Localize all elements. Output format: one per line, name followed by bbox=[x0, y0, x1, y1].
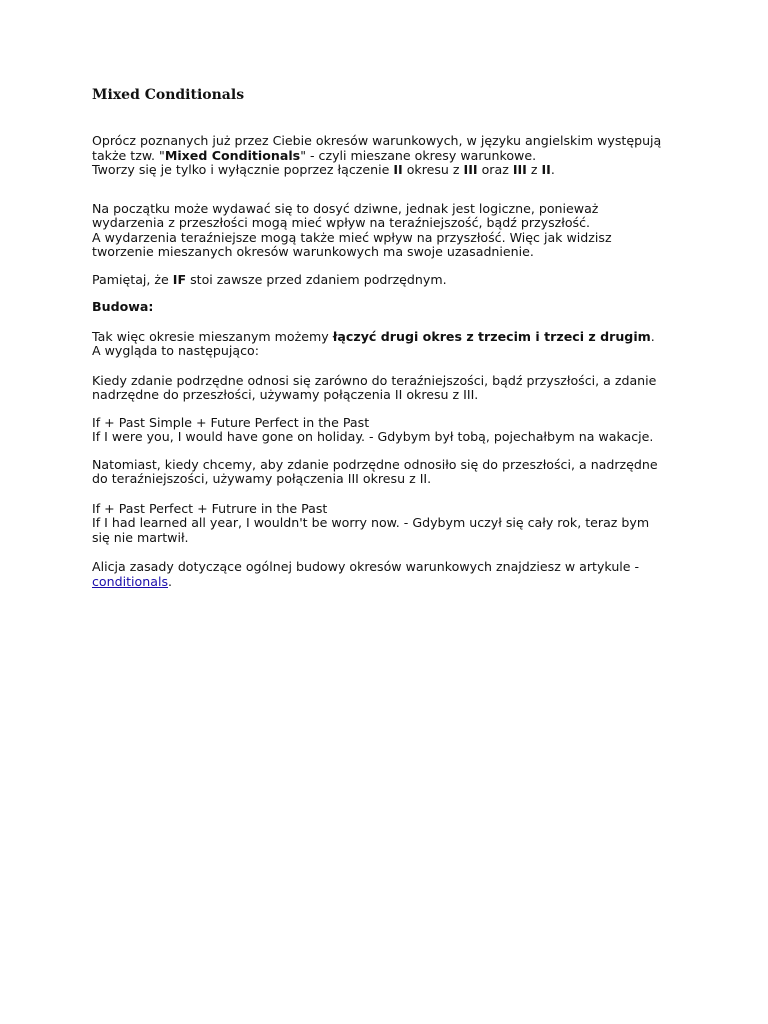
text-segment: także tzw. " bbox=[92, 147, 165, 163]
bold-term: II bbox=[393, 162, 403, 177]
text-line: tworzenie mieszanych okresów warunkowych ma swoje uzasadnienie. bbox=[92, 244, 534, 259]
text-segment: . bbox=[168, 573, 173, 589]
bold-term: II bbox=[541, 162, 551, 177]
example-line: się nie martwił. bbox=[92, 529, 189, 545]
text-segment: " - czyli mieszane okresy warunkowe. bbox=[300, 147, 537, 163]
text-line: Natomiast, kiedy chcemy, aby zdanie podrzędne odnosiło się do przeszłości, a nadrzędne bbox=[92, 456, 658, 472]
section-heading-text: Budowa: bbox=[92, 299, 154, 314]
formula-line: If + Past Simple + Future Perfect in the Past bbox=[92, 414, 370, 430]
formula-line: If + Past Perfect + Futrure in the Past bbox=[92, 500, 328, 516]
bold-term: III bbox=[463, 162, 478, 177]
structure-paragraph bbox=[92, 330, 692, 359]
logic-paragraph bbox=[92, 202, 692, 260]
text-segment: Tak więc okresie mieszanym możemy bbox=[92, 328, 333, 344]
text-line: A wydarzenia teraźniejsze mogą także mieć wpływ na przyszłość. Więc jak widzisz bbox=[92, 229, 612, 245]
document-title: Mixed Conditionals bbox=[92, 87, 245, 103]
conditionals-link[interactable]: conditionals bbox=[92, 573, 169, 589]
example-two-paragraph bbox=[92, 502, 692, 546]
text-segment: . bbox=[650, 328, 655, 344]
text-segment: Tworzy się je tylko i wyłącznie poprzez łączenie bbox=[92, 162, 394, 177]
document-page bbox=[92, 86, 692, 589]
text-line: Kiedy zdanie podrzędne odnosi się zarówno do teraźniejszości, bądź przyszłości, a zdanie bbox=[92, 372, 657, 388]
bold-term: Mixed Conditionals bbox=[164, 147, 301, 163]
text-line: do teraźniejszości, używamy połączenia III okresu z II. bbox=[92, 471, 432, 486]
text-segment: . bbox=[550, 162, 555, 177]
if-note-paragraph bbox=[92, 273, 692, 288]
text-line: Alicja zasady dotyczące ogólnej budowy okresów warunkowych znajdziesz w artykule - bbox=[92, 559, 640, 574]
example-one-paragraph bbox=[92, 416, 692, 445]
bold-phrase: łączyć drugi okres z trzecim i trzeci z drugim bbox=[332, 328, 651, 344]
example-line: If I were you, I would have gone on holiday. - Gdybym był tobą, pojechałbym na wakacje. bbox=[92, 429, 654, 444]
text-segment: z bbox=[526, 162, 542, 177]
text-line: wydarzenia z przeszłości mogą mieć wpływ na teraźniejszość, bądź przyszłość. bbox=[92, 215, 591, 230]
rule-one-paragraph bbox=[92, 374, 692, 403]
intro-paragraph bbox=[92, 134, 692, 178]
reference-paragraph bbox=[92, 560, 692, 589]
text-segment: okresu z bbox=[402, 162, 464, 177]
example-line: If I had learned all year, I wouldn't be worry now. - Gdybym uczył się cały rok, teraz bym bbox=[92, 515, 650, 530]
text-segment: stoi zawsze przed zdaniem podrzędnym. bbox=[186, 271, 447, 287]
text-line: A wygląda to następująco: bbox=[92, 343, 259, 358]
text-segment: Pamiętaj, że bbox=[92, 271, 173, 287]
text-line: Na początku może wydawać się to dosyć dziwne, jednak jest logiczne, ponieważ bbox=[92, 200, 599, 216]
text-segment: oraz bbox=[477, 162, 513, 177]
section-heading-budowa bbox=[92, 300, 692, 315]
bold-term: IF bbox=[172, 271, 187, 287]
rule-two-paragraph bbox=[92, 458, 692, 487]
bold-term: III bbox=[512, 162, 527, 177]
text-line: Oprócz poznanych już przez Ciebie okresów warunkowych, w języku angielskim występują bbox=[92, 133, 662, 148]
text-line: nadrzędne do przeszłości, używamy połączenia II okresu z III. bbox=[92, 387, 479, 402]
